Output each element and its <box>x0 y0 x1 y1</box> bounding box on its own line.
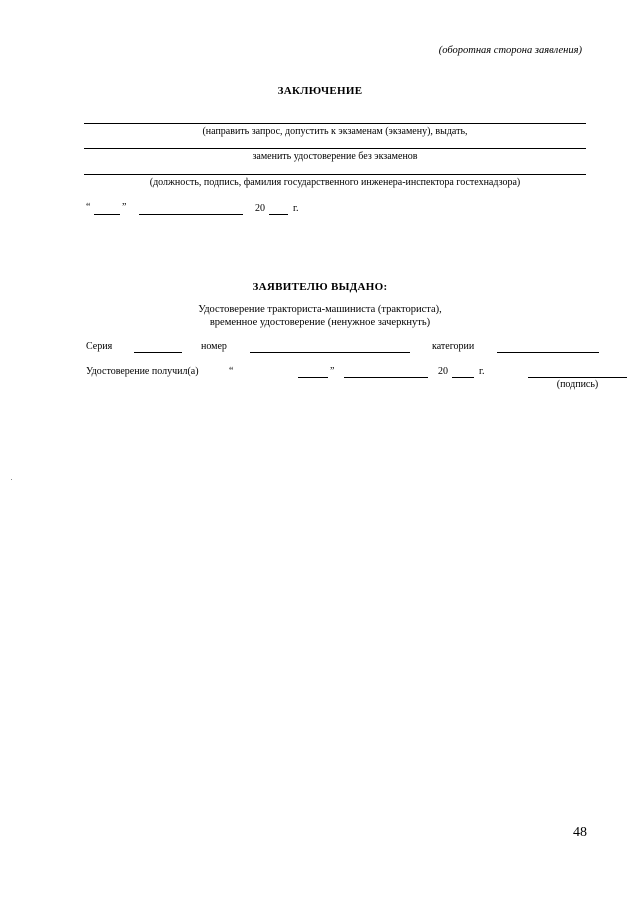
conclusion-date-open-quote: “ <box>86 202 91 213</box>
issued-line-2: временное удостоверение (ненужное зачеркнуть) <box>209 317 431 328</box>
conclusion-line-2[interactable] <box>84 148 586 149</box>
received-month-field[interactable] <box>344 377 428 378</box>
series-label: Серия <box>86 341 113 352</box>
conclusion-month-field[interactable] <box>139 214 243 215</box>
received-year-field[interactable] <box>452 377 474 378</box>
number-label: номер <box>201 341 227 352</box>
conclusion-line-3[interactable] <box>84 174 586 175</box>
received-day-field[interactable] <box>298 377 328 378</box>
scan-artifact-dot <box>11 479 12 480</box>
number-field[interactable] <box>250 352 410 353</box>
received-year-suffix: г. <box>479 366 485 377</box>
received-year-prefix: 20 <box>438 366 448 377</box>
received-close-quote: ” <box>330 366 335 377</box>
categories-field[interactable] <box>497 352 599 353</box>
conclusion-caption-2: заменить удостоверение без экзаменов <box>252 151 418 162</box>
reverse-side-note: (оборотная сторона заявления) <box>438 45 582 56</box>
signature-caption: (подпись) <box>556 379 599 390</box>
issued-line-1: Удостоверение тракториста-машиниста (тракториста), <box>198 304 442 315</box>
received-open-quote: “ <box>229 366 234 377</box>
categories-label: категории <box>432 341 475 352</box>
conclusion-date-close-quote: ” <box>122 202 127 213</box>
signature-field[interactable] <box>528 377 627 378</box>
received-label: Удостоверение получил(а) <box>86 366 199 377</box>
conclusion-caption-3: (должность, подпись, фамилия государственного инженера-инспектора гостехнадзора) <box>149 177 521 188</box>
issued-title: ЗАЯВИТЕЛЮ ВЫДАНО: <box>252 281 388 293</box>
conclusion-caption-1: (направить запрос, допустить к экзаменам (экзамену), выдать, <box>202 126 468 137</box>
conclusion-year-field[interactable] <box>269 214 288 215</box>
conclusion-line-1[interactable] <box>84 123 586 124</box>
conclusion-year-prefix: 20 <box>255 203 265 214</box>
conclusion-year-suffix: г. <box>293 203 299 214</box>
conclusion-title: ЗАКЛЮЧЕНИЕ <box>277 85 363 97</box>
conclusion-day-field[interactable] <box>94 214 120 215</box>
page-number: 48 <box>573 825 587 840</box>
series-field[interactable] <box>134 352 182 353</box>
